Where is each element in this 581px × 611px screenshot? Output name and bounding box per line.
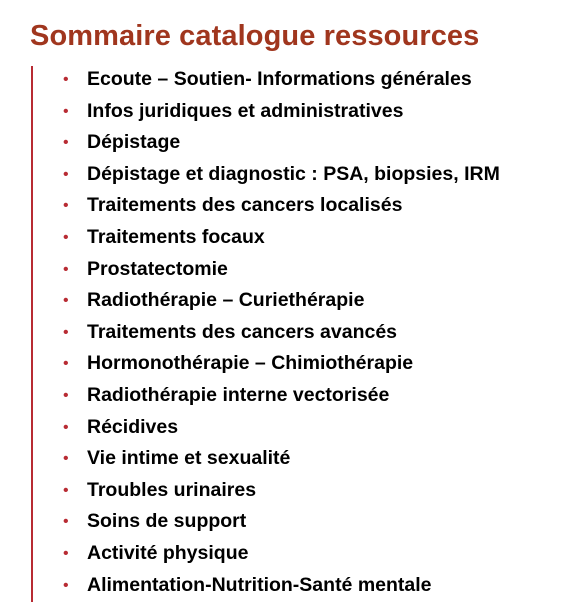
- list-item-label: Récidives: [87, 415, 179, 438]
- list-item-label: Troubles urinaires: [87, 478, 257, 501]
- list-item-label: Soins de support: [87, 510, 247, 533]
- list-item-label: Activité physique: [87, 541, 249, 564]
- list-item: [60, 254, 500, 286]
- list-item: [60, 317, 500, 349]
- list-item: [60, 96, 500, 128]
- bullet-icon: •: [63, 197, 69, 215]
- list-item: [60, 64, 500, 96]
- list-item: [60, 127, 500, 159]
- bullet-icon: •: [63, 386, 69, 404]
- list-item: [60, 348, 500, 380]
- list-item-label: Vie intime et sexualité: [87, 447, 291, 470]
- list-item: [60, 538, 500, 570]
- list-item: [60, 285, 500, 317]
- bullet-icon: •: [63, 260, 69, 278]
- bullet-icon: •: [63, 513, 69, 531]
- list-item-label: Ecoute – Soutien- Informations générales: [87, 68, 472, 90]
- list-item-label: Radiothérapie interne vectorisée: [87, 383, 390, 406]
- bullet-icon: •: [63, 228, 69, 246]
- list-item: [60, 380, 500, 412]
- list-item: [60, 506, 500, 538]
- bullet-icon: •: [63, 450, 69, 468]
- vertical-rule: [31, 66, 33, 602]
- list-item-label: Alimentation-Nutrition-Santé mentale: [87, 573, 432, 596]
- bullet-icon: •: [63, 165, 69, 183]
- bullet-icon: •: [63, 102, 69, 120]
- list-item: [60, 443, 500, 475]
- bullet-icon: •: [63, 544, 69, 562]
- list-item-label: Infos juridiques et administratives: [87, 99, 404, 122]
- list-item: [60, 475, 500, 507]
- bullet-icon: •: [63, 323, 69, 341]
- list-item: [60, 570, 500, 602]
- list-item: [60, 190, 500, 222]
- bullet-icon: •: [63, 576, 69, 594]
- bullet-icon: •: [63, 134, 69, 152]
- bullet-icon: •: [63, 418, 69, 436]
- bullet-icon: •: [63, 481, 69, 499]
- list-item-label: Dépistage: [87, 131, 181, 154]
- list-item: [60, 222, 500, 254]
- resource-list: [60, 64, 500, 601]
- list-item-label: Hormonothérapie – Chimiothérapie: [87, 352, 414, 375]
- bullet-icon: •: [63, 355, 69, 373]
- bullet-icon: •: [63, 292, 69, 310]
- list-item-label: Dépistage et diagnostic : PSA, biopsies, IRM: [87, 162, 500, 185]
- page-title: Sommaire catalogue ressources: [30, 20, 480, 52]
- bullet-icon: •: [63, 71, 69, 88]
- list-item-label: Prostatectomie: [87, 257, 228, 280]
- list-item: [60, 412, 500, 444]
- list-item: [60, 159, 500, 191]
- list-item-label: Traitements des cancers avancés: [87, 320, 398, 343]
- list-item-label: Traitements des cancers localisés: [87, 194, 403, 217]
- list-item-label: Radiothérapie – Curiethérapie: [87, 289, 365, 312]
- list-item-label: Traitements focaux: [87, 225, 265, 248]
